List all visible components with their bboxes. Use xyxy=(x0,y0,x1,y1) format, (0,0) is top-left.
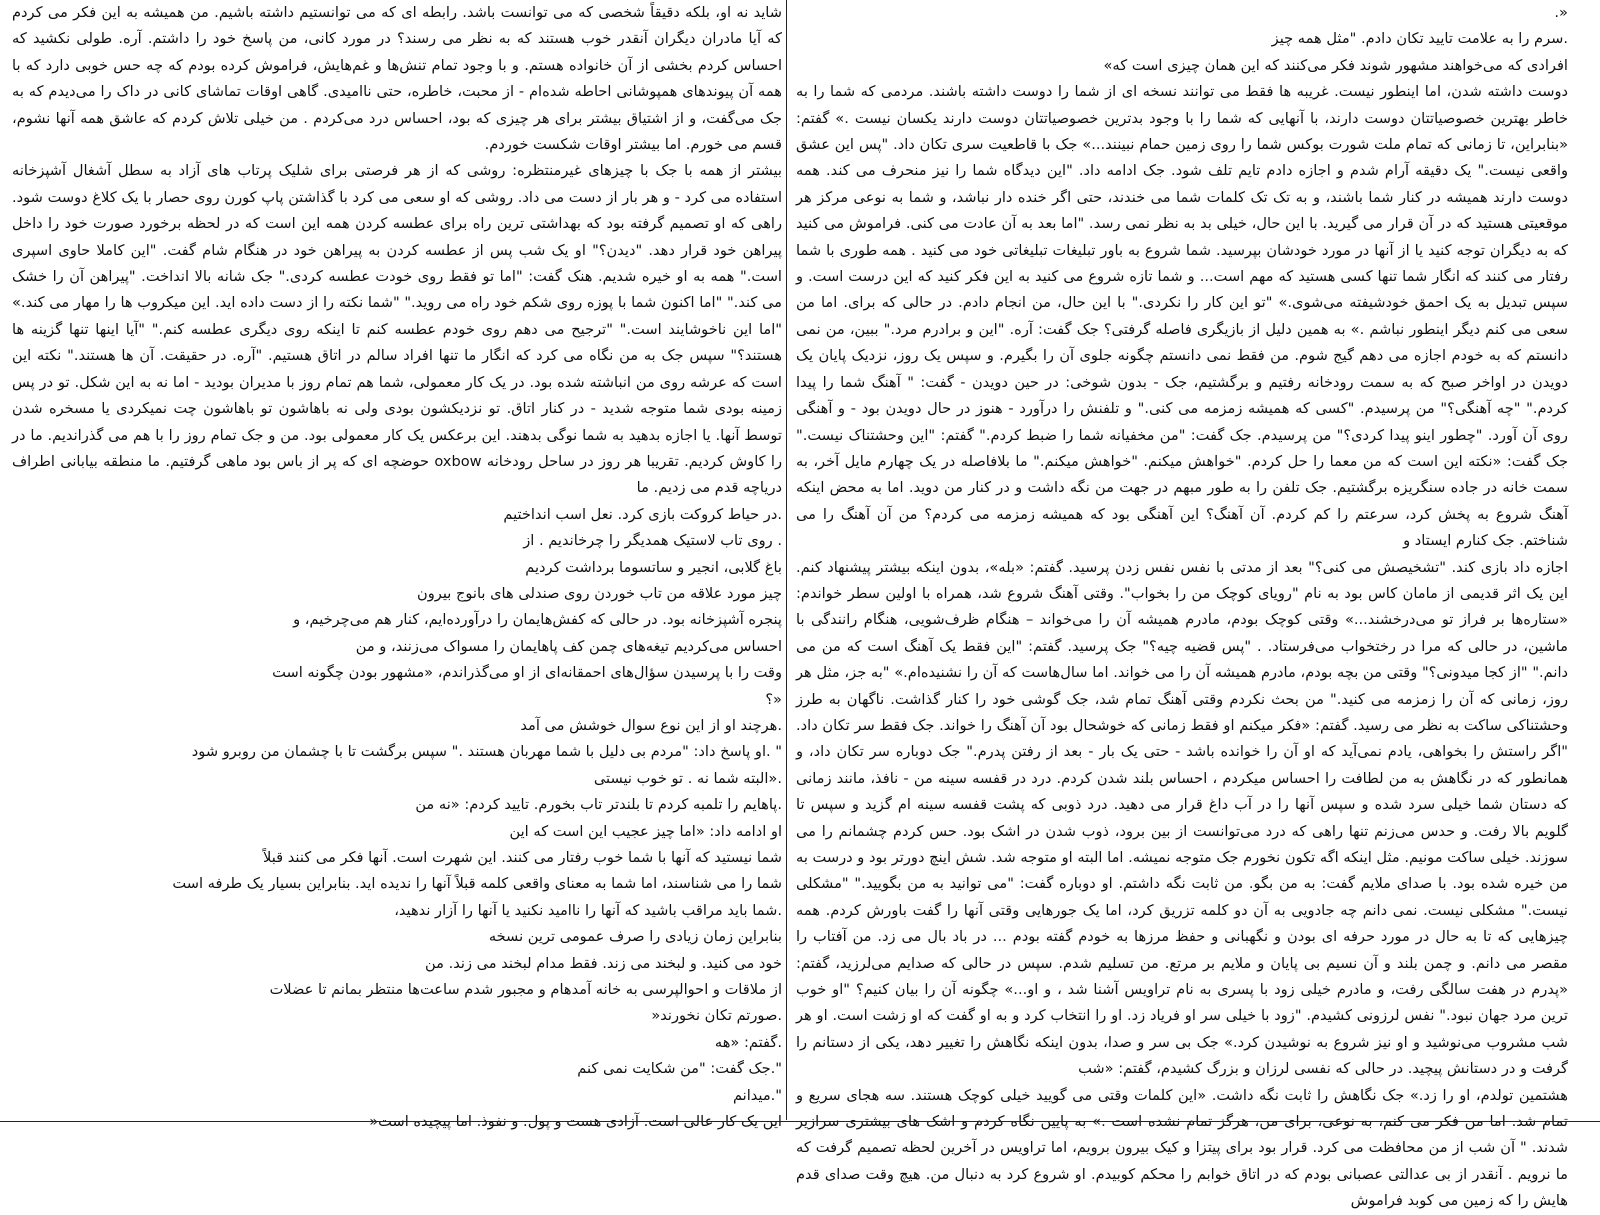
left-line-11: .«البته شما نه . تو خوب نیستی xyxy=(593,769,782,787)
left-short-lines xyxy=(12,502,782,1136)
left-line-21: .گفتم: «هه xyxy=(714,1033,782,1051)
left-line-10: " .او پاسخ داد: "مردم بی دلیل با شما مهربان هستند ." سپس برگشت تا با چشمان من روبرو شود xyxy=(191,743,782,761)
left-line-9: .هرچند او از این نوع سوال خوشش می آمد xyxy=(520,716,782,734)
right-paragraph-4: دوست داشته شدن، اما اینطور نیست. غریبه ها فقط می توانند نسخه ای از شما را دوست داشته باشند. مردمی که شما را به خاطر بهترین خصوصیاتتان دوست دارند، با آنهایی که شما را با وجود بدترین خصوصیاتتان دوست دارند یکسان نیست .» گفتم: «بنابراین، تا زمانی که تمام ملت شورت بوکس شما را روی زمین حمام نبینند...» جک با قاطعیت سری تکان داد. "پس این عشق واقعی نیست." یک دقیقه آرام شدم و اجازه دادم تایم تلف شود. جک ادامه داد. "این دیدگاه شما را نیز منحرف می کند. همه دوست دارند همیشه در کنار شما باشند، و به تک تک کلمات شما می خندند، حتی اگر خنده دار نباشد، و شما به نوعی مرکز هر موقعیتی هستید که در آن قرار می گیرید. با این حال، خیلی بد به نظر نمی رسد. "اما بعد به آن عادت می کنی. فراموش می کنید که به دیگران توجه کنید یا از آنها در مورد خودشان بپرسید. شما شروع به باور تبلیغات تبلیغاتی خود می کنید . همه طوری با شما رفتار می کنند که انگار شما تنها کسی هستید که مهم است... و شما تازه شروع می کنید به این فکر کنید که این درست است. و سپس تبدیل به یک احمق خودشیفته می‌شوی.» "تو این کار را نکردی." با این حال، من انجام دادم. در حالی که برای. اما من سعی می کنم دیگر اینطور نباشم .» به همین دلیل از بازیگری فاصله گرفتی؟ جک گفت: آره. "این و برادرم مرد." ببین، من نمی دانستم که به خودم اجازه می دهم گیج شوم. من فقط نمی دانستم چگونه جلوی آن را بگیرم. و سپس یک روز، نزدیک پایان یک دویدن در اواخر صبح که به سمت رودخانه رفتیم و برگشتیم، جک - بدون شوخی: در حین دویدن - گفت: " آهنگ شما را پیدا کردم." "چه آهنگی؟" من پرسیدم. "کسی که همیشه زمزمه می کنی." و تلفنش را درآورد - هنوز در حال دویدن بود - و آهنگی روی آن آورد. "چطور اینو پیدا کردی؟" من پرسیدم. جک گفت: "من مخفیانه شما را ضبط کردم." گفتم: "این وحشتناک نیست." جک گفت: «نکته این است که من معما را حل کردم. "خواهش میکنم. "خواهش میکنم." ما بلافاصله در یک چهارم مایل آخر، به سمت خانه در جاده سنگریزه برگشتیم. جک تلفن را به طور مبهم در جهت من نگه داشت و در کنار من دوید. اما به محض اینکه آهنگ شروع به پخش کرد، سرعتم را کم کردم. آن آهنگ؟ این آهنگی بود که همیشه زمزمه می کردم؟ من آن آهنگ را می شناختم. جک کنارم ایستاد و xyxy=(796,83,1568,550)
right-paragraph-6: هشتمین تولدم، او را زد.» جک نگاهش را ثابت نگه داشت. «این کلمات وقتی می گویید خیلی کوچک هستند. سه هجای سریع و تمام شد. اما من فکر می کنم، به نوعی، برای من، هرگز تمام نشده است .» به پایین نگاه کردم و اشک های بیشتری سرازیر شدند. " آن شب از من محافظت می کرد. قرار بود برای پیتزا و کیک بیرون برویم، اما تراویس در آخرین لحظه تصمیم گرفت که ما نرویم . آنقدر از بی عدالتی عصبانی بودم که در اتاق خوابم را محکم کوبیدم. او شروع کرد به دنبال من. هیچ وقت صدای قدم هایش را که زمین می کوبد فراموش xyxy=(796,1086,1568,1210)
left-line-13: او ادامه داد: «اما چیز عجیب این است که این xyxy=(509,822,782,840)
right-column xyxy=(786,0,1600,1210)
left-line-14: شما نیستید که آنها با شما خوب رفتار می کنند. این شهرت است. آنها فکر می کنند قبلاً xyxy=(263,849,782,866)
right-paragraph-1: «. xyxy=(1554,4,1568,21)
left-paragraph-2: بیشتر از همه با جک با چیزهای غیرمنتظره: روشی که از هر فرصتی برای شلیک پرتاب های آزاد به سطل آشغال آشپزخانه استفاده می کرد - و هر بار از دست می داد. روشی که او سعی می کرد با گذاشتن پاپ کورن روی حصار با یک کلاغ دوست شود. راهی که او تصمیم گرفته بود که بهداشتی ترین راه برای عطسه کردن همه این است که در لحظه برخورد صورت خود را داخل پیراهن خود قرار دهد. "دیدن؟" او یک شب پس از عطسه کردن به پیراهن خود در هنگام شام گفت. "این کاملا حاوی اسپری است." همه به او خیره شدیم. هنک گفت: "اما تو فقط روی خودت عطسه کردی." جک شانه بالا انداخت. "پیراهن آن را خشک می کند." "اما اکنون شما با پوزه روی شکم خود راه می روید." "شما نکته را از دست داده اید. این میکروب ها را مهار می کند.» "اما این ناخوشایند است." "ترجیح می دهم روی خودم عطسه کنم تا اینکه روی دیگری عطسه کنم." "آیا اینها تنها گزینه ها هستند؟" سپس جک به من نگاه می کرد که انگار ما تنها افراد سالم در اتاق هستیم. "آره. در حقیقت. آن ها هستند." نکته این است که عرشه روی من انباشته شده بود. در یک کار معمولی، شما هم تمام روز با مدیران بودید - اما نه به این شکل. تو در پس زمینه بودی شما متوجه شدید - در کنار اتاق. تو نزدیکشون بودی ولی نه باهاشون تو باهاشون چت نمیکردی یا مسخره شدن توسط آنها. یا اجازه بدهید به شما نوگی بدهند. این برعکس یک کار معمولی بود. من و جک تمام روز را با هم می گذراندیم. ما در را کاوش کردیم. تقریبا هر روز در ساحل رودخانه oxbow حوضچه ای که پر از باس بود ماهی گرفتیم. ما منطقه بیابانی اطراف دریاچه قدم می زدیم. ما xyxy=(12,162,782,497)
left-line-4: چیز مورد علاقه من تاب خوردن روی صندلی های بانوج بیرون xyxy=(417,584,782,602)
right-paragraph-5: اجازه داد بازی کند. "تشخیصش می کنی؟" بعد از مدتی با نفس نفس زدن پرسید. گفتم: «بله»، بدون اینکه بیشتر پیشنهاد کنم. این یک اثر قدیمی از مامان کاس بود به نام "رویای کوچک من را بخواب". وقتی آهنگ شروع شد، همراه با اولین سطر خواندم: «ستاره‌ها بر فراز تو می‌درخشند...» وقتی کوچک بودم، مادرم همیشه آن را می‌خواند – هنگام ظرف‌شویی، هنگام رانندگی با ماشین، در حالی که مرا در رختخواب می‌فرستاد. . "پس قضیه چیه؟" جک پرسید. گفتم: "این فقط یک آهنگ است که من می دانم." "از کجا میدونی؟" وقتی من بچه بودم، مادرم همیشه آن را می خواند. اما سال‌هاست که آن را نشنیده‌ام.» "به جز، مثل هر روز، زمانی که آن را زمزمه می کنید." من بحث نکردم وقتی آهنگ تمام شد، جک گوشی خود را کنار گذاشت. ناگهان به طرز وحشتناکی ساکت به نظر می رسید. گفتم: «فکر میکنم او فقط زمانی که خوشحال بود آن آهنگ را خواند. جک فقط سر تکان داد. "اگر راستش را بخواهی، یادم نمی‌آید که او آن را خوانده باشد - حتی یک بار - بعد از رفتن پدرم." جک دوباره سر تکان داد، و همانطور که در نگاهش به من لطافت را احساس میکردم ، احساس بلند شدن کردم. درد در قفسه سینه من - نافذ، مانند زمانی که دستان شما خیلی سرد شده و سپس آنها را در آب داغ قرار می دهید. درد ذوبی که پشت قفسه سینه ام گزید و سپس تا گلویم بالا رفت. و حدس می‌زنم تنها راهی که درد می‌توانست از بین برود، ذوب شدن در اشک بود. حس کردم چشمانم را می سوزند. خیلی ساکت مونیم. مثل اینکه اگه تکون نخورم جک متوجه نمیشه. اما البته او متوجه شد. شش اینچ دورتر بود و درست به من خیره شده بود. با صدای ملایم گفت: به من بگو. من ثابت نگه داشتم. او دوباره گفت: "می توانید به من بگویید." "مشکلی نیست." مشکلی نیست. نمی دانم چه جادویی به آن دو کلمه تزریق کرد، اما یک جورهایی وقتی آنها را گفت باورش کردم. همه چیزهایی که تا به حال در مورد حرفه ای بودن و نگهبانی و حفظ مرزها به خودم گفته بودم ... در باد بال می زد. من آفتاب را مقصر می دانم. و چمن بلند و آن نسیم بی پایان و ملایم بر مرتع. من تسلیم شدم. سپس در حالی که صدایم می‌لرزید، گفتم: «پدرم در هفت سالگی رفت، و مادرم خیلی زود با پسری به نام تراویس آشنا شد ، و او...» چگونه آن را بیان کنیم؟ "او خوب ترین مرد جهان نبود." نفس لرزونی کشیدم. "زود با خیلی سر او فریاد زد. او را انتخاب کرد و به او گفت که او زشت است. او هر شب مشروب می‌نوشید و او نیز شروع به نوشیدن کرد.» جک بی سر و صدا، بدون اینکه نگاهش را تغییر دهد، یکی از دستانم را گرفت و در دستانش پیچید. در حالی که نفسی لرزان و بزرگ کشیدم، گفتم: «شب xyxy=(796,558,1568,1078)
left-line-15: شما را می شناسند، اما شما به معنای واقعی کلمه قبلاً آنها را ندیده اید. بنابراین بسیار یک طرفه است xyxy=(172,875,782,893)
left-line-7: وقت را با پرسیدن سؤال‌های احمقانه‌ای از او می‌گذراندم، «مشهور بودن چگونه است xyxy=(272,664,782,682)
left-line-12: .پاهایم را تلمبه کردم تا بلندتر تاب بخورم. تایید کردم: «نه من xyxy=(415,796,782,814)
left-line-23: ".میدانم xyxy=(732,1086,782,1104)
left-line-5: پنجره آشپزخانه بود. در حالی که کفش‌هایمان را درآورده‌ایم، کنار هم می‌چرخیم، و xyxy=(293,611,782,629)
left-line-3: باغ گلابی، انجیر و ساتسوما برداشت کردیم xyxy=(525,558,782,576)
left-line-1: .در حیاط کروکت بازی کرد. نعل اسب انداختیم xyxy=(503,505,782,523)
left-line-20: .صورتم تکان نخورند« xyxy=(651,1007,782,1025)
left-line-6: احساس می‌کردیم تیغه‌های چمن کف پاهایمان را مسواک می‌زنند، و من xyxy=(355,637,782,655)
left-line-18: خود می کنید. و لبخند می زند. فقط مدام لبخند می زند. من xyxy=(425,954,782,972)
left-line-16: .شما باید مراقب باشید که آنها را ناامید نکنید یا آنها را آزار ندهید، xyxy=(394,901,782,919)
right-paragraph-2: .سرم را به علامت تایید تکان دادم. "مثل همه چیز xyxy=(1271,30,1568,48)
left-line-22: ".جک گفت: "من شکایت نمی کنم xyxy=(577,1060,782,1078)
left-line-24: این یک کار عالی است. آزادی هست و پول. و نفوذ. اما پیچیده است« xyxy=(369,1113,782,1131)
left-line-19: از ملاقات و احوالپرسی به خانه آمدهام و مجبور شدم ساعت‌ها منتظر بمانم تا عضلات xyxy=(269,981,782,999)
left-paragraph-1: شاید نه او، بلکه دقیقاً شخصی که می توانست باشد. رابطه ای که می توانستیم داشته باشیم. من همیشه به این فکر می کردم که آیا مادران دیگران آنقدر خوب هستند که به نظر می رسند؟ در مورد کانی، من پاسخ خود را داشتم. آره. طولی نکشید که احساس کردم بخشی از آن خانواده هستم. و با وجود تمام تنش‌ها و غم‌هایش، فراموش کرده بودم که چه حس خوبی دارد که با همه آن پیوندهای همپوشانی احاطه شده‌ام - از محبت، خاطره، حتی ناامیدی. گاهی اوقات تماشای کانی در داک را می‌دیدم که به جک می‌گفت، و از اشتیاق بیشتر برای هر چیزی که بود، احساس درد می‌کردم . من خیلی تلاش کردم که عاشق همه آنها نشوم، قسم می خورم. اما بیشتر اوقات شکست خوردم. xyxy=(12,4,782,154)
left-line-17: بنابراین زمان زیادی را صرف عمومی ترین نسخه xyxy=(488,928,782,946)
right-paragraph-3: افرادی که می‌خواهند مشهور شوند فکر می‌کنند که این همان چیزی است که» xyxy=(1103,56,1568,74)
left-column xyxy=(0,0,786,1132)
left-line-2: . روی تاب لاستیک همدیگر را چرخاندیم . از xyxy=(523,532,782,550)
bottom-rule xyxy=(0,1121,1600,1122)
left-line-8: «؟ xyxy=(765,690,782,708)
